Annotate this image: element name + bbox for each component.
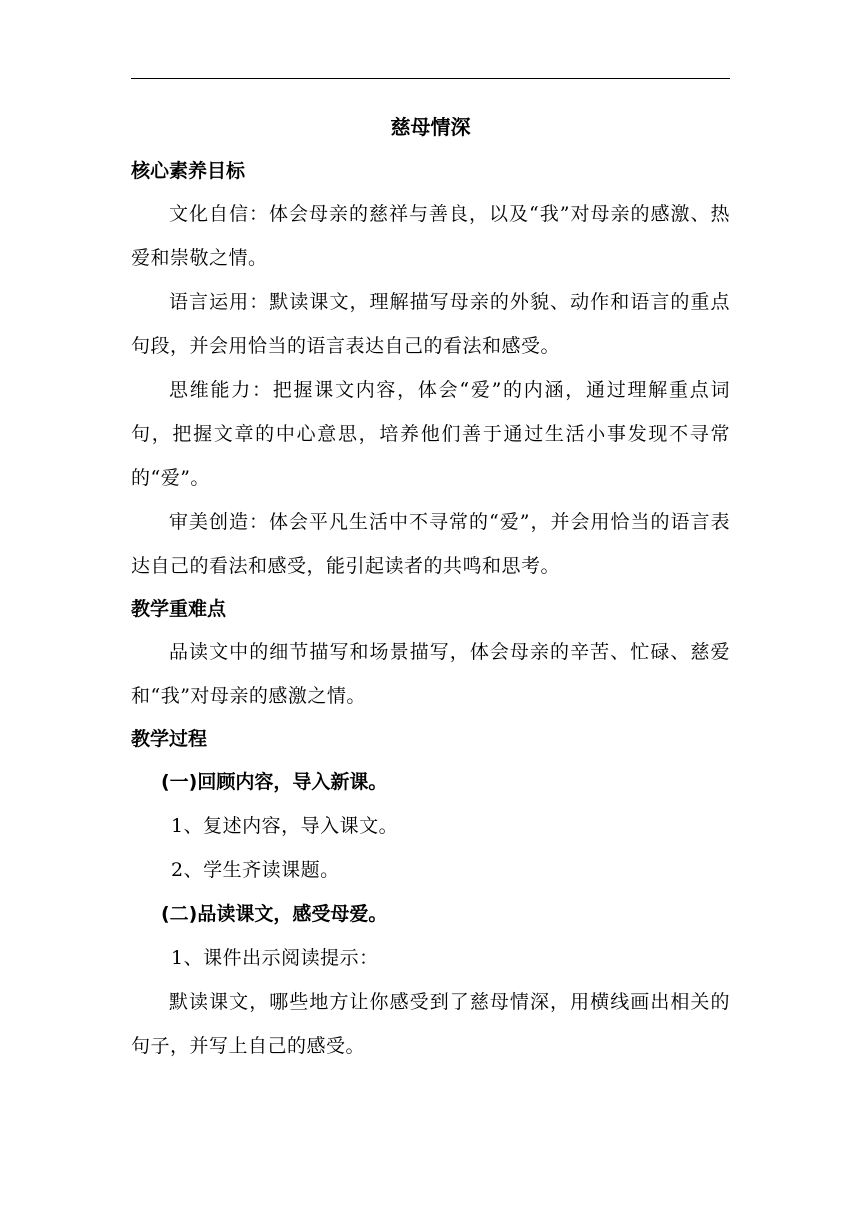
process-step-2-paragraph: 默读课文，哪些地方让你感受到了慈母情深，用横线画出相关的句子，并写上自己的感受。: [131, 991, 730, 1057]
header-rule: [131, 78, 730, 79]
goal-paragraph-language: 语言运用：默读课文，理解描写母亲的外貌、动作和语言的重点句段，并会用恰当的语言表达自己的看法和感受。: [131, 291, 730, 357]
document-body: [131, 106, 730, 1068]
process-step-2-title: (二)品读课文，感受母爱。: [161, 903, 388, 925]
goal-paragraph-thinking: 思维能力：把握课文内容，体会“爱”的内涵，通过理解重点词句，把握文章的中心意思，培养他们善于通过生活小事发现不寻常的“爱”。: [131, 379, 730, 489]
document-title: 慈母情深: [390, 115, 471, 139]
goal-paragraph-culture: 文化自信：体会母亲的慈祥与善良，以及“我”对母亲的感激、热爱和崇敬之情。: [131, 203, 730, 269]
section-heading-key-points: 教学重难点: [131, 598, 227, 620]
process-step-1-item: 1、复述内容，导入课文。: [171, 815, 399, 837]
key-points-paragraph: 品读文中的细节描写和场景描写，体会母亲的辛苦、忙碌、慈爱和“我”对母亲的感激之情。: [131, 641, 730, 707]
section-heading-goals: 核心素养目标: [131, 160, 246, 182]
process-step-1-item: 2、学生齐读课题。: [171, 859, 340, 881]
goal-paragraph-aesthetic: 审美创造：体会平凡生活中不寻常的“爱”，并会用恰当的语言表达自己的看法和感受，能引起读者的共鸣和思考。: [131, 511, 730, 577]
section-heading-process: 教学过程: [131, 728, 208, 750]
process-step-1-title: (一)回顾内容，导入新课。: [161, 771, 388, 793]
process-step-2-item: 1、课件出示阅读提示：: [171, 947, 379, 969]
